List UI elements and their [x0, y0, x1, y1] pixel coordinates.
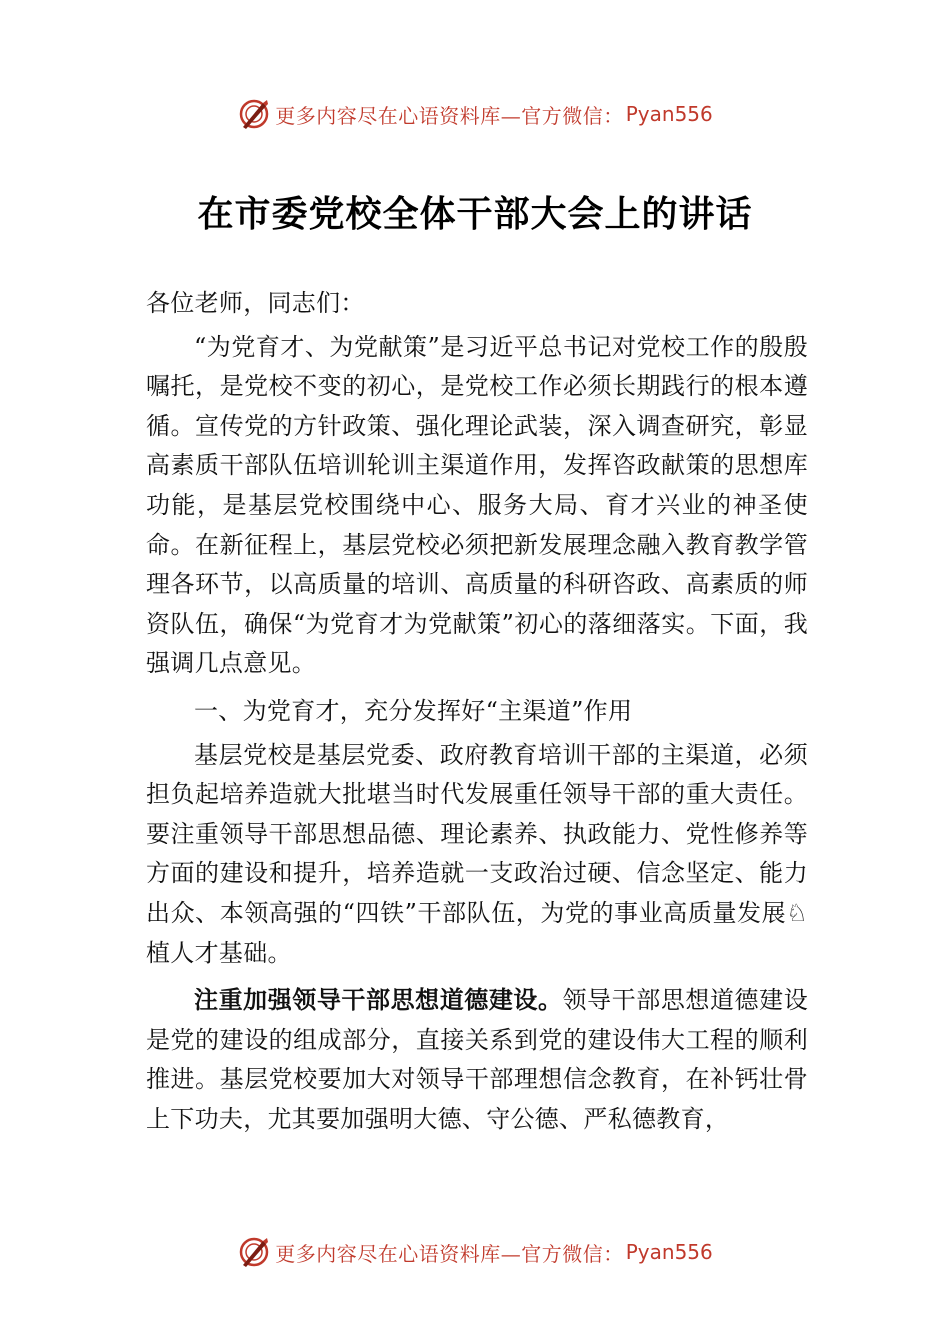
- paragraph-body: 领导干部思想道德建设是党的建设的组成部分，直接关系到党的建设伟大工程的顺利推进。基层党校要加大对领导干部理想信念教育，在补钙壮骨上下功夫，尤其要加强明大德、守公德、严私德教育，: [146, 986, 808, 1133]
- salutation: 各位老师，同志们：: [146, 289, 365, 317]
- pen-logo-icon: [237, 97, 271, 131]
- section-heading-1: 一、为党育才，充分发挥好“主渠道”作用: [194, 696, 633, 725]
- paragraph-section1: 基层党校是基层党委、政府教育培训干部的主渠道，必须担负起培养造就大批堪当时代发展重任领导干部的重大责任。要注重领导干部思想品德、理论素养、执政能力、党性修养等方面的建设和提升，培养造就一支政治过硬、信念坚定、能力出众、本领高强的“四铁”干部队伍，为党的事业高质量发展♘植人才基础。: [146, 740, 808, 967]
- banner-text: 更多内容尽在心语资料库—官方微信：: [275, 103, 624, 128]
- footer-banner: [0, 1232, 950, 1272]
- page-title: 在市委党校全体干部大会上的讲话: [197, 193, 753, 235]
- banner-text: 更多内容尽在心语资料库—官方微信：: [275, 1241, 624, 1266]
- banner-wechat-id: Pyan556: [625, 102, 713, 126]
- banner-wechat-id: Pyan556: [625, 1240, 713, 1264]
- pen-logo-icon: [237, 1235, 271, 1269]
- paragraph-intro: “为党育才、为党献策”是习近平总书记对党校工作的殷殷嘱托，是党校不变的初心，是党校工作必须长期践行的根本遵循。宣传党的方针政策、强化理论武装，深入调查研究，彰显高素质干部队伍培训轮训主渠道作用，发挥咨政献策的思想库功能，是基层党校围绕中心、服务大局、育才兴业的神圣使命。在新征程上，基层党校必须把新发展理念融入教育教学管理各环节，以高质量的培训、高质量的科研咨政、高素质的师资队伍，确保“为党育才为党献策”初心的落细落实。下面，我强调几点意见。: [146, 332, 808, 678]
- header-banner: [0, 94, 950, 134]
- paragraph-bold-lead: 注重加强领导干部思想道德建设。: [194, 986, 563, 1015]
- document-body: [146, 284, 808, 1139]
- paragraph-moral-building: [146, 981, 808, 1139]
